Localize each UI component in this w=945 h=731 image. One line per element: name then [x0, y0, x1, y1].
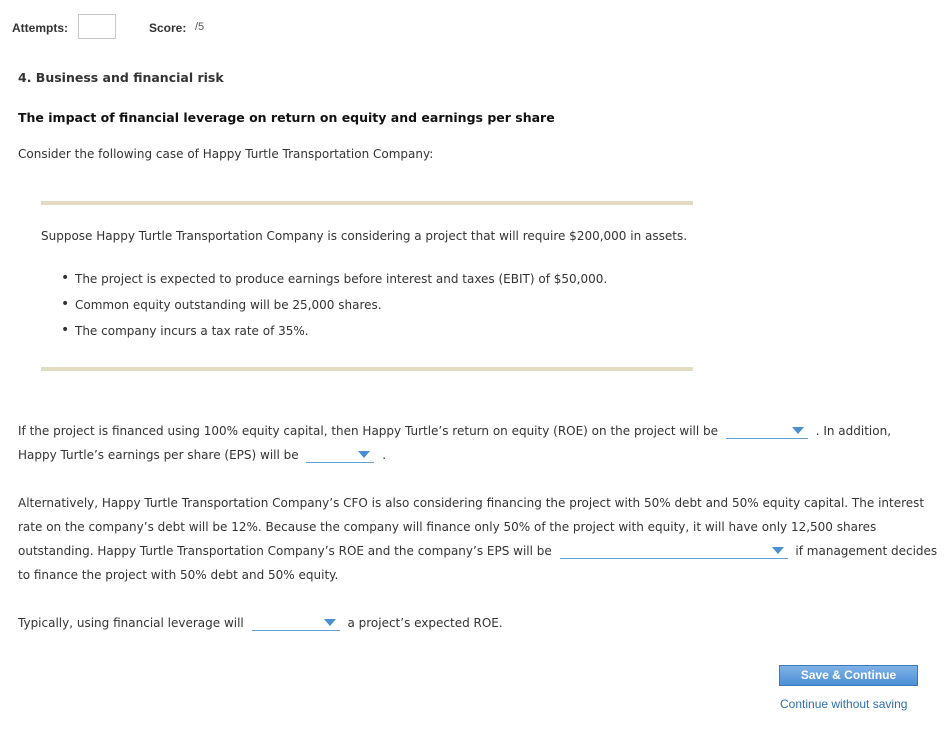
chevron-down-icon [792, 427, 804, 434]
bullet-item-tax: • The company incurs a tax rate of 35%. [59, 323, 679, 349]
chevron-down-icon [358, 451, 370, 458]
para3-text-a: Typically, using financial leverage will [18, 616, 244, 630]
para1-text-b: . In addition, [815, 424, 892, 438]
panel-lead-text: Suppose Happy Turtle Transportation Company is considering a project that will require $200,000 in assets. [41, 229, 688, 243]
chevron-down-icon [772, 547, 784, 554]
equity-financing-paragraph [18, 419, 933, 467]
roe-all-equity-dropdown[interactable] [726, 425, 808, 439]
para2-line4: to finance the project with 50% debt and 50% equity. [18, 568, 339, 582]
question-subtitle: The impact of financial leverage on return on equity and earnings per share [18, 110, 555, 125]
panel-bullet-list [59, 271, 679, 349]
debt-financing-paragraph [18, 491, 938, 587]
panel-top-rule [41, 201, 693, 205]
para1-text-a: If the project is financed using 100% equity capital, then Happy Turtle’s return on equity (ROE) on the project will be [18, 424, 719, 438]
case-panel [41, 201, 693, 338]
attempts-counter-box [78, 14, 116, 39]
score-total: /5 [195, 21, 205, 33]
para3-text-b: a project’s expected ROE. [347, 616, 503, 630]
save-continue-button[interactable]: Save & Continue [779, 665, 918, 686]
question-intro: Consider the following case of Happy Turtle Transportation Company: [18, 147, 434, 161]
para2-line1: Alternatively, Happy Turtle Transportation Company’s CFO is also considering financing the project with 50% debt and 50% equity capital. The interest [18, 496, 925, 510]
roe-eps-debt-dropdown[interactable] [560, 545, 788, 559]
attempts-label: Attempts: [12, 21, 68, 35]
para1-text-c: Happy Turtle’s earnings per share (EPS) will be [18, 448, 299, 462]
eps-all-equity-dropdown[interactable] [306, 449, 374, 463]
bullet-item-ebit: • The project is expected to produce earnings before interest and taxes (EBIT) of $50,000. [59, 271, 679, 297]
leverage-paragraph [18, 611, 503, 635]
bullet-item-shares: • Common equity outstanding will be 25,000 shares. [59, 297, 679, 323]
chevron-down-icon [324, 619, 336, 626]
para2-line3-b: if management decides [795, 544, 938, 558]
continue-without-saving-link[interactable]: Continue without saving [780, 697, 908, 711]
question-title: 4. Business and financial risk [18, 70, 224, 85]
score-label: Score: [149, 21, 187, 35]
para2-line3-a: outstanding. Happy Turtle Transportation Company’s ROE and the company’s EPS will be [18, 544, 552, 558]
leverage-effect-dropdown[interactable] [252, 617, 340, 631]
para2-line2: rate on the company’s debt will be 12%. Because the company will finance only 50% of the project with equity, it will have only 12,500 shares [18, 520, 877, 534]
panel-bottom-rule [41, 367, 693, 371]
para1-text-d: . [382, 448, 387, 462]
